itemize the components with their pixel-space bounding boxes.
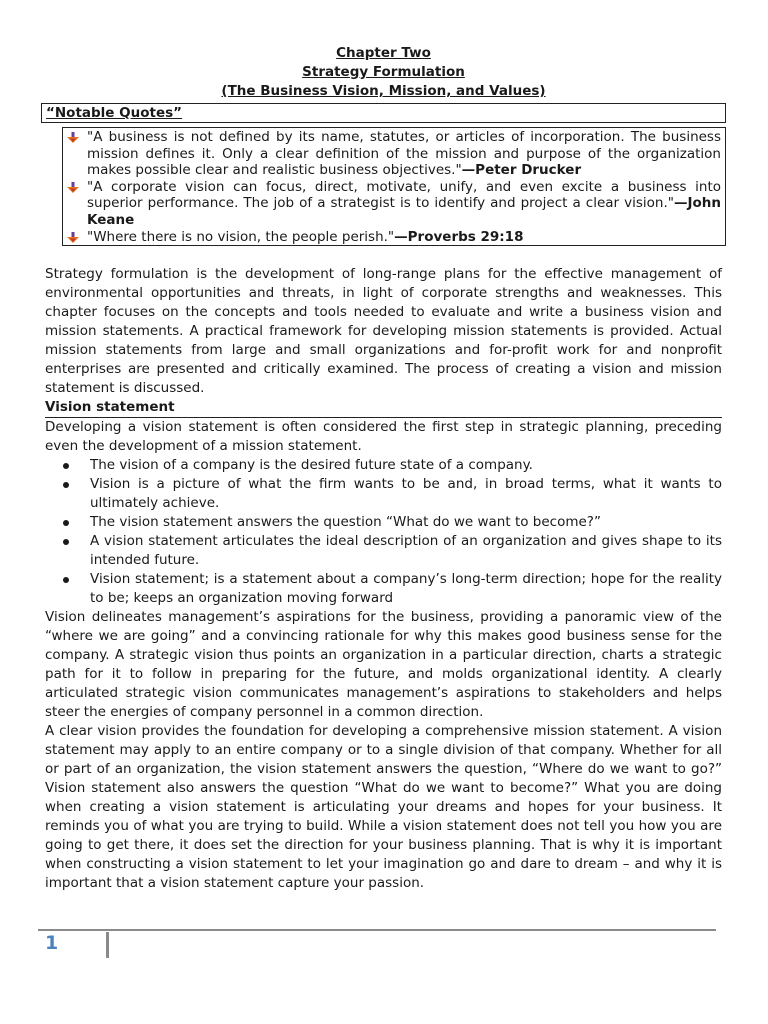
quote-text: "Where there is no vision, the people perish." bbox=[87, 228, 395, 245]
quote-item bbox=[67, 179, 721, 229]
list-item-text: A vision statement articulates the ideal description of an organization and gives shape to its intended future. bbox=[90, 533, 722, 569]
bullet-dot-icon bbox=[45, 570, 90, 608]
quote-author: —John Keane bbox=[87, 195, 721, 228]
bullet-dot-icon bbox=[45, 475, 90, 513]
arrow-bullet-icon bbox=[67, 229, 87, 246]
arrow-bullet-icon bbox=[67, 129, 87, 179]
list-item bbox=[45, 456, 722, 475]
page-number: 1 bbox=[45, 932, 59, 954]
list-item-text: Vision is a picture of what the firm wants to be and, in broad terms, what it wants to ultimately achieve. bbox=[90, 476, 722, 512]
bullet-dot-icon bbox=[45, 456, 90, 475]
vision-lead-paragraph: Developing a vision statement is often considered the first step in strategic planning, preceding even the development of a mission statement. bbox=[45, 419, 722, 455]
quote-author: —Proverbs 29:18 bbox=[394, 228, 524, 245]
vision-bullet-list bbox=[45, 456, 722, 608]
vision-paragraph-1: Vision delineates management’s aspirations for the business, providing a panoramic view of the “where we are going” and a convincing rationale for why this makes good business sense for the company. A strategic vision thus points an organization in a particular direction, charts a strategic path for it to follow in preparing for the future, and molds organizational identity. A clearly articulated strategic vision communicates management’s aspirations to stakeholders and helps steer the energies of company personnel in a common direction. bbox=[45, 609, 722, 721]
footer-divider bbox=[106, 932, 109, 958]
notable-quotes-title: “Notable Quotes” bbox=[41, 103, 726, 123]
list-item bbox=[45, 513, 722, 532]
quote-text: "A business is not defined by its name, statutes, or articles of incorporation. The business mission defines it. Only a clear definition of the mission and purpose of the organization makes possible clear and realistic business objectives." bbox=[87, 129, 721, 179]
notable-quotes-box bbox=[62, 127, 726, 246]
chapter-label: Chapter Two bbox=[336, 45, 431, 61]
intro-paragraph: Strategy formulation is the development of long-range plans for the effective management of environmental opportunities and threats, in light of corporate strengths and weaknesses. This chapter focuses on the concepts and tools needed to evaluate and write a business vision and mission statements. A practical framework for developing mission statements is provided. Actual mission statements from large and small organizations and for-profit work for and nonprofit enterprises are presented and critically examined. The process of creating a vision and mission statement is discussed. bbox=[45, 266, 722, 397]
footer-rule bbox=[38, 929, 716, 931]
arrow-bullet-icon bbox=[67, 179, 87, 229]
list-item bbox=[45, 475, 722, 513]
chapter-title: Strategy Formulation bbox=[302, 64, 465, 80]
chapter-subtitle: (The Business Vision, Mission, and Values) bbox=[221, 83, 546, 99]
bullet-dot-icon bbox=[45, 532, 90, 570]
quote-item bbox=[67, 129, 721, 179]
list-item-text: Vision statement; is a statement about a company’s long-term direction; hope for the reality to be; keeps an organization moving forward bbox=[90, 571, 722, 607]
bullet-dot-icon bbox=[45, 513, 90, 532]
list-item-text: The vision statement answers the question “What do we want to become?” bbox=[90, 514, 601, 531]
quote-text: "A corporate vision can focus, direct, motivate, unify, and even excite a business into superior performance. The job of a strategist is to identify and project a clear vision." bbox=[87, 178, 721, 212]
quote-author: —Peter Drucker bbox=[461, 162, 582, 179]
quote-item bbox=[67, 229, 721, 246]
list-item bbox=[45, 570, 722, 608]
vision-paragraph-2: A clear vision provides the foundation for developing a comprehensive mission statement. A vision statement may apply to an entire company or to a single division of that company. Whether for all or part of an organization, the vision statement answers the question, “Where do we want to go?” Vision statement also answers the question “What do we want to become?” What you are doing when creating a vision statement is articulating your dreams and hopes for your business. It reminds you of what you are trying to build. While a vision statement does not tell you how you are going to get there, it does set the direction for your business planning. That is why it is important when constructing a vision statement to let your imagination go and dare to dream – and why it is important that a vision statement capture your passion. bbox=[45, 723, 722, 892]
document-page bbox=[45, 44, 722, 893]
vision-heading: Vision statement bbox=[45, 398, 722, 418]
list-item-text: The vision of a company is the desired future state of a company. bbox=[90, 457, 533, 474]
list-item bbox=[45, 532, 722, 570]
